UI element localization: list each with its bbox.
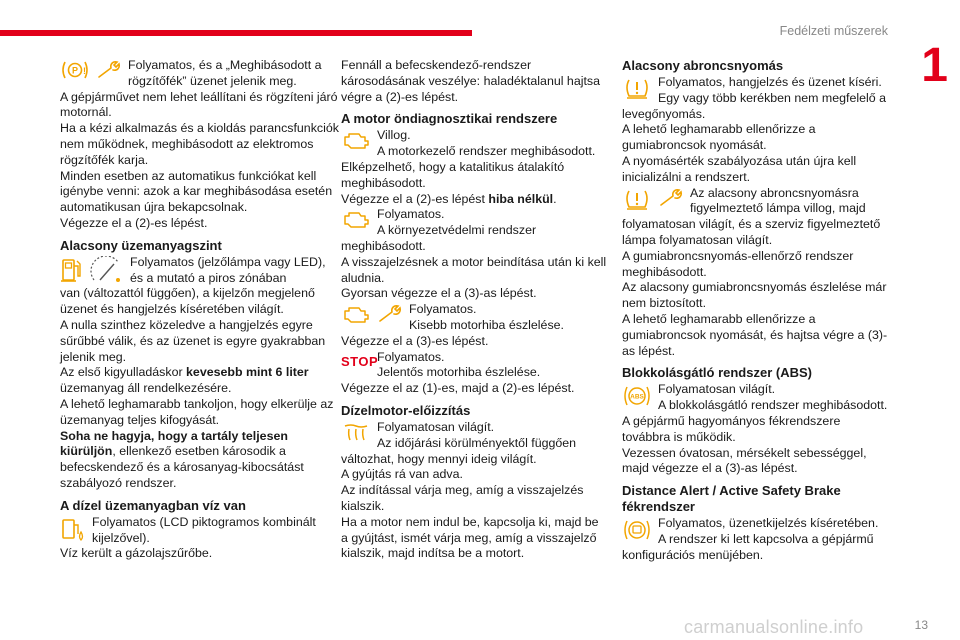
paragraph: Ha a kézi alkalmazás és a kioldás parancsfunkciók nem működnek, meghibásodott az elektromos rögzítőfék karja. bbox=[60, 121, 339, 167]
paragraph bbox=[341, 192, 607, 208]
status-line: Folyamatos, hangjelzés és üzenet kíséri. bbox=[658, 75, 882, 89]
status-line: Villog. bbox=[377, 128, 411, 143]
status-line: Kisebb motorhiba észlelése. bbox=[409, 317, 564, 332]
low-fuel-item bbox=[60, 255, 342, 287]
engine-flashing-item bbox=[341, 128, 607, 160]
paragraph: Fennáll a befecskendező-rendszer károsodásának veszélye: haladéktalanul hajtsa végre a (2)-es lépést. bbox=[341, 58, 600, 104]
text-span: Az első kigyulladáskor bbox=[60, 365, 187, 380]
paragraph: Gyorsan végezze el a (3)-as lépést. bbox=[341, 286, 537, 301]
parking-brake-status: Folyamatos, és a „Meghibásodott a rögzítőfék” üzenet jelenik meg. bbox=[128, 58, 322, 88]
paragraph: A lehető leghamarabb tankoljon, hogy elkerülje az üzemanyag teljes kifogyását. bbox=[60, 396, 334, 427]
wrench-icon bbox=[96, 59, 122, 81]
status-line: A rendszer ki lett kapcsolva a gépjármű bbox=[658, 531, 874, 546]
column-3 bbox=[622, 58, 890, 564]
status-line: Jelentős motorhiba észlelése. bbox=[377, 365, 541, 380]
abs-icon bbox=[622, 383, 652, 409]
status-line: Folyamatosan világít. bbox=[658, 382, 776, 397]
status-line: Folyamatosan világít. bbox=[377, 419, 495, 434]
paragraph: Végezze el a (3)-es lépést. bbox=[341, 333, 489, 348]
low-fuel-status: Folyamatos (jelzőlámpa vagy LED), és a mutató a piros zónában bbox=[130, 254, 326, 285]
section-title-engine-diagnostics: A motor öndiagnosztikai rendszere bbox=[341, 111, 558, 127]
paragraph: meghibásodott. bbox=[341, 238, 426, 253]
paragraph: folyamatosan világít, és a szerviz figyelmeztető lámpa folyamatosan világít. bbox=[622, 217, 881, 247]
wrench-icon bbox=[377, 303, 403, 325]
abs-icon-label: ABS bbox=[630, 393, 644, 401]
section-title-glow-plug: Dízelmotor-előizzítás bbox=[341, 402, 471, 418]
section-title-abs: Blokkolásgátló rendszer (ABS) bbox=[622, 365, 812, 381]
svg-text:!: ! bbox=[83, 66, 86, 76]
tyre-pressure-item bbox=[622, 75, 890, 107]
paragraph: Víz került a gázolajszűrőbe. bbox=[60, 546, 213, 561]
header-red-bar bbox=[0, 30, 472, 36]
status-line: Folyamatos. bbox=[409, 302, 477, 317]
section-title-active-safety-brake: Distance Alert / Active Safety Brake fékrendszer bbox=[622, 483, 841, 515]
engine-minor-fault-item bbox=[341, 302, 607, 334]
paragraph: Elképzelhető, hogy a katalitikus átalakító meghibásodott. bbox=[341, 159, 565, 190]
status-line: A blokkolásgátló rendszer meghibásodott. bbox=[658, 398, 888, 413]
glow-plug-icon bbox=[341, 421, 371, 443]
parking-brake-warning-icon bbox=[60, 59, 90, 81]
section-title-low-fuel: Alacsony üzemanyagszint bbox=[60, 237, 222, 253]
paragraph: A gépjárművet nem lehet leállítani és rögzíteni járó motornál. bbox=[60, 89, 338, 120]
engine-continuous-item bbox=[341, 207, 607, 239]
watermark: carmanualsonline.info bbox=[684, 617, 864, 637]
stop-icon: STOP bbox=[341, 353, 379, 369]
paragraph: A nyomásérték szabályozása után újra kell inicializálni a rendszert. bbox=[622, 153, 857, 184]
paragraph bbox=[60, 365, 342, 397]
status-line: Folyamatos, üzenetkijelzés kíséretében. bbox=[658, 516, 879, 531]
parking-brake-item bbox=[60, 58, 342, 90]
engine-icon bbox=[341, 303, 371, 325]
text-span: Végezze el a (2)-es lépést bbox=[341, 191, 489, 206]
paragraph: van (változattól függően), a kijelzőn megjelenő üzenet és hangjelzés kíséretében világít. bbox=[60, 286, 315, 317]
status-line: Folyamatos. bbox=[377, 349, 445, 364]
paragraph: levegőnyomás. bbox=[622, 106, 706, 121]
chapter-number: 1 bbox=[921, 39, 948, 92]
paragraph: A lehető leghamarabb ellenőrizze a gumiabroncsok nyomását, és hajtsa végre a (3)-as lépést. bbox=[622, 311, 888, 358]
active-safety-brake-item bbox=[622, 516, 890, 548]
status-line: Az időjárási körülményektől függően bbox=[377, 435, 577, 450]
page-number: 13 bbox=[914, 618, 928, 632]
bold-text: hiba nélkül bbox=[488, 191, 554, 206]
paragraph: A nulla szinthez közeledve a hangjelzés egyre sűrűbbé válik, és az üzenet is egyre gyakrabban jelenik meg. bbox=[60, 317, 326, 364]
paragraph: Vezessen óvatosan, mérsékelt sebességgel, majd végezze el a (3)-as lépést. bbox=[622, 445, 867, 476]
tyre-pressure-fault-item bbox=[622, 186, 890, 218]
fuel-gauge-icon bbox=[90, 256, 124, 284]
paragraph: A gépjármű hagyományos fékrendszere továbbra is működik. bbox=[622, 413, 841, 444]
bold-text: Soha ne hagyja, hogy a tartály teljesen kiürüljön bbox=[60, 428, 288, 459]
paragraph: A lehető leghamarabb ellenőrizze a gumiabroncsok nyomását. bbox=[622, 122, 816, 153]
chapter-title: Fedélzeti műszerek bbox=[779, 24, 888, 38]
status-line: A környezetvédelmi rendszer bbox=[377, 223, 537, 238]
paragraph: A gyújtás rá van adva. bbox=[341, 467, 463, 482]
paragraph: konfigurációs menüjében. bbox=[622, 547, 764, 562]
text-span: . bbox=[553, 191, 557, 206]
engine-icon bbox=[341, 129, 371, 151]
section-title-water-in-fuel: A dízel üzemanyagban víz van bbox=[60, 497, 246, 513]
text-span: üzemanyag áll rendelkezésére. bbox=[60, 381, 232, 396]
section-title-low-tyre-pressure: Alacsony abroncsnyomás bbox=[622, 58, 784, 73]
column-2 bbox=[341, 58, 607, 562]
paragraph: Ha a motor nem indul be, kapcsolja ki, majd be a gyújtást, ismét várja meg, amíg a visszajelző kialszik, majd indítsa be a motort. bbox=[341, 514, 599, 561]
active-safety-brake-icon bbox=[622, 517, 652, 543]
water-in-fuel-icon bbox=[60, 516, 86, 544]
column-1 bbox=[60, 58, 342, 562]
glow-plug-item bbox=[341, 420, 607, 452]
paragraph bbox=[60, 429, 342, 492]
tyre-pressure-icon bbox=[622, 187, 652, 211]
status-line: A motorkezelő rendszer meghibásodott. bbox=[377, 144, 596, 159]
paragraph: Minden esetben az automatikus funkciókat kell igénybe venni: azok a kar meghibásodása esetén automatikusan újra bekapcsolnak. bbox=[60, 168, 333, 215]
fuel-pump-icon bbox=[60, 256, 84, 284]
water-in-fuel-item bbox=[60, 515, 342, 547]
water-in-fuel-status: Folyamatos (LCD piktogramos kombinált kijelzővel). bbox=[92, 514, 316, 545]
engine-major-fault-item bbox=[341, 350, 607, 382]
engine-icon bbox=[341, 208, 371, 230]
paragraph: A gumiabroncsnyomás-ellenőrző rendszer meghibásodott. bbox=[622, 248, 854, 279]
text-span: , ellenkező esetben károsodik a befecskendező és a károsanyag-kibocsátást szabályozó rendszer. bbox=[60, 444, 304, 490]
paragraph: Végezze el az (1)-es, majd a (2)-es lépést. bbox=[341, 381, 575, 396]
svg-text:P: P bbox=[71, 65, 79, 76]
tyre-pressure-icon bbox=[622, 76, 652, 100]
abs-item bbox=[622, 382, 890, 414]
status-line: Az alacsony abroncsnyomásra figyelmeztető lámpa villog, majd bbox=[690, 185, 866, 216]
wrench-icon bbox=[658, 187, 684, 209]
status-line: Folyamatos. bbox=[377, 207, 445, 222]
status-line: Egy vagy több kerékben nem megfelelő a bbox=[658, 90, 886, 105]
paragraph: Végezze el a (2)-es lépést. bbox=[60, 215, 208, 230]
paragraph: A visszajelzésnek a motor beindítása után ki kell aludnia. bbox=[341, 254, 607, 285]
paragraph: Az indítással várja meg, amíg a visszajelzés kialszik. bbox=[341, 483, 584, 513]
paragraph: Az alacsony gumiabroncsnyomás észlelése már nem biztosított. bbox=[622, 280, 887, 311]
paragraph: változhat, hogy mennyi ideig világít. bbox=[341, 451, 537, 466]
bold-text: kevesebb mint 6 liter bbox=[186, 365, 309, 380]
